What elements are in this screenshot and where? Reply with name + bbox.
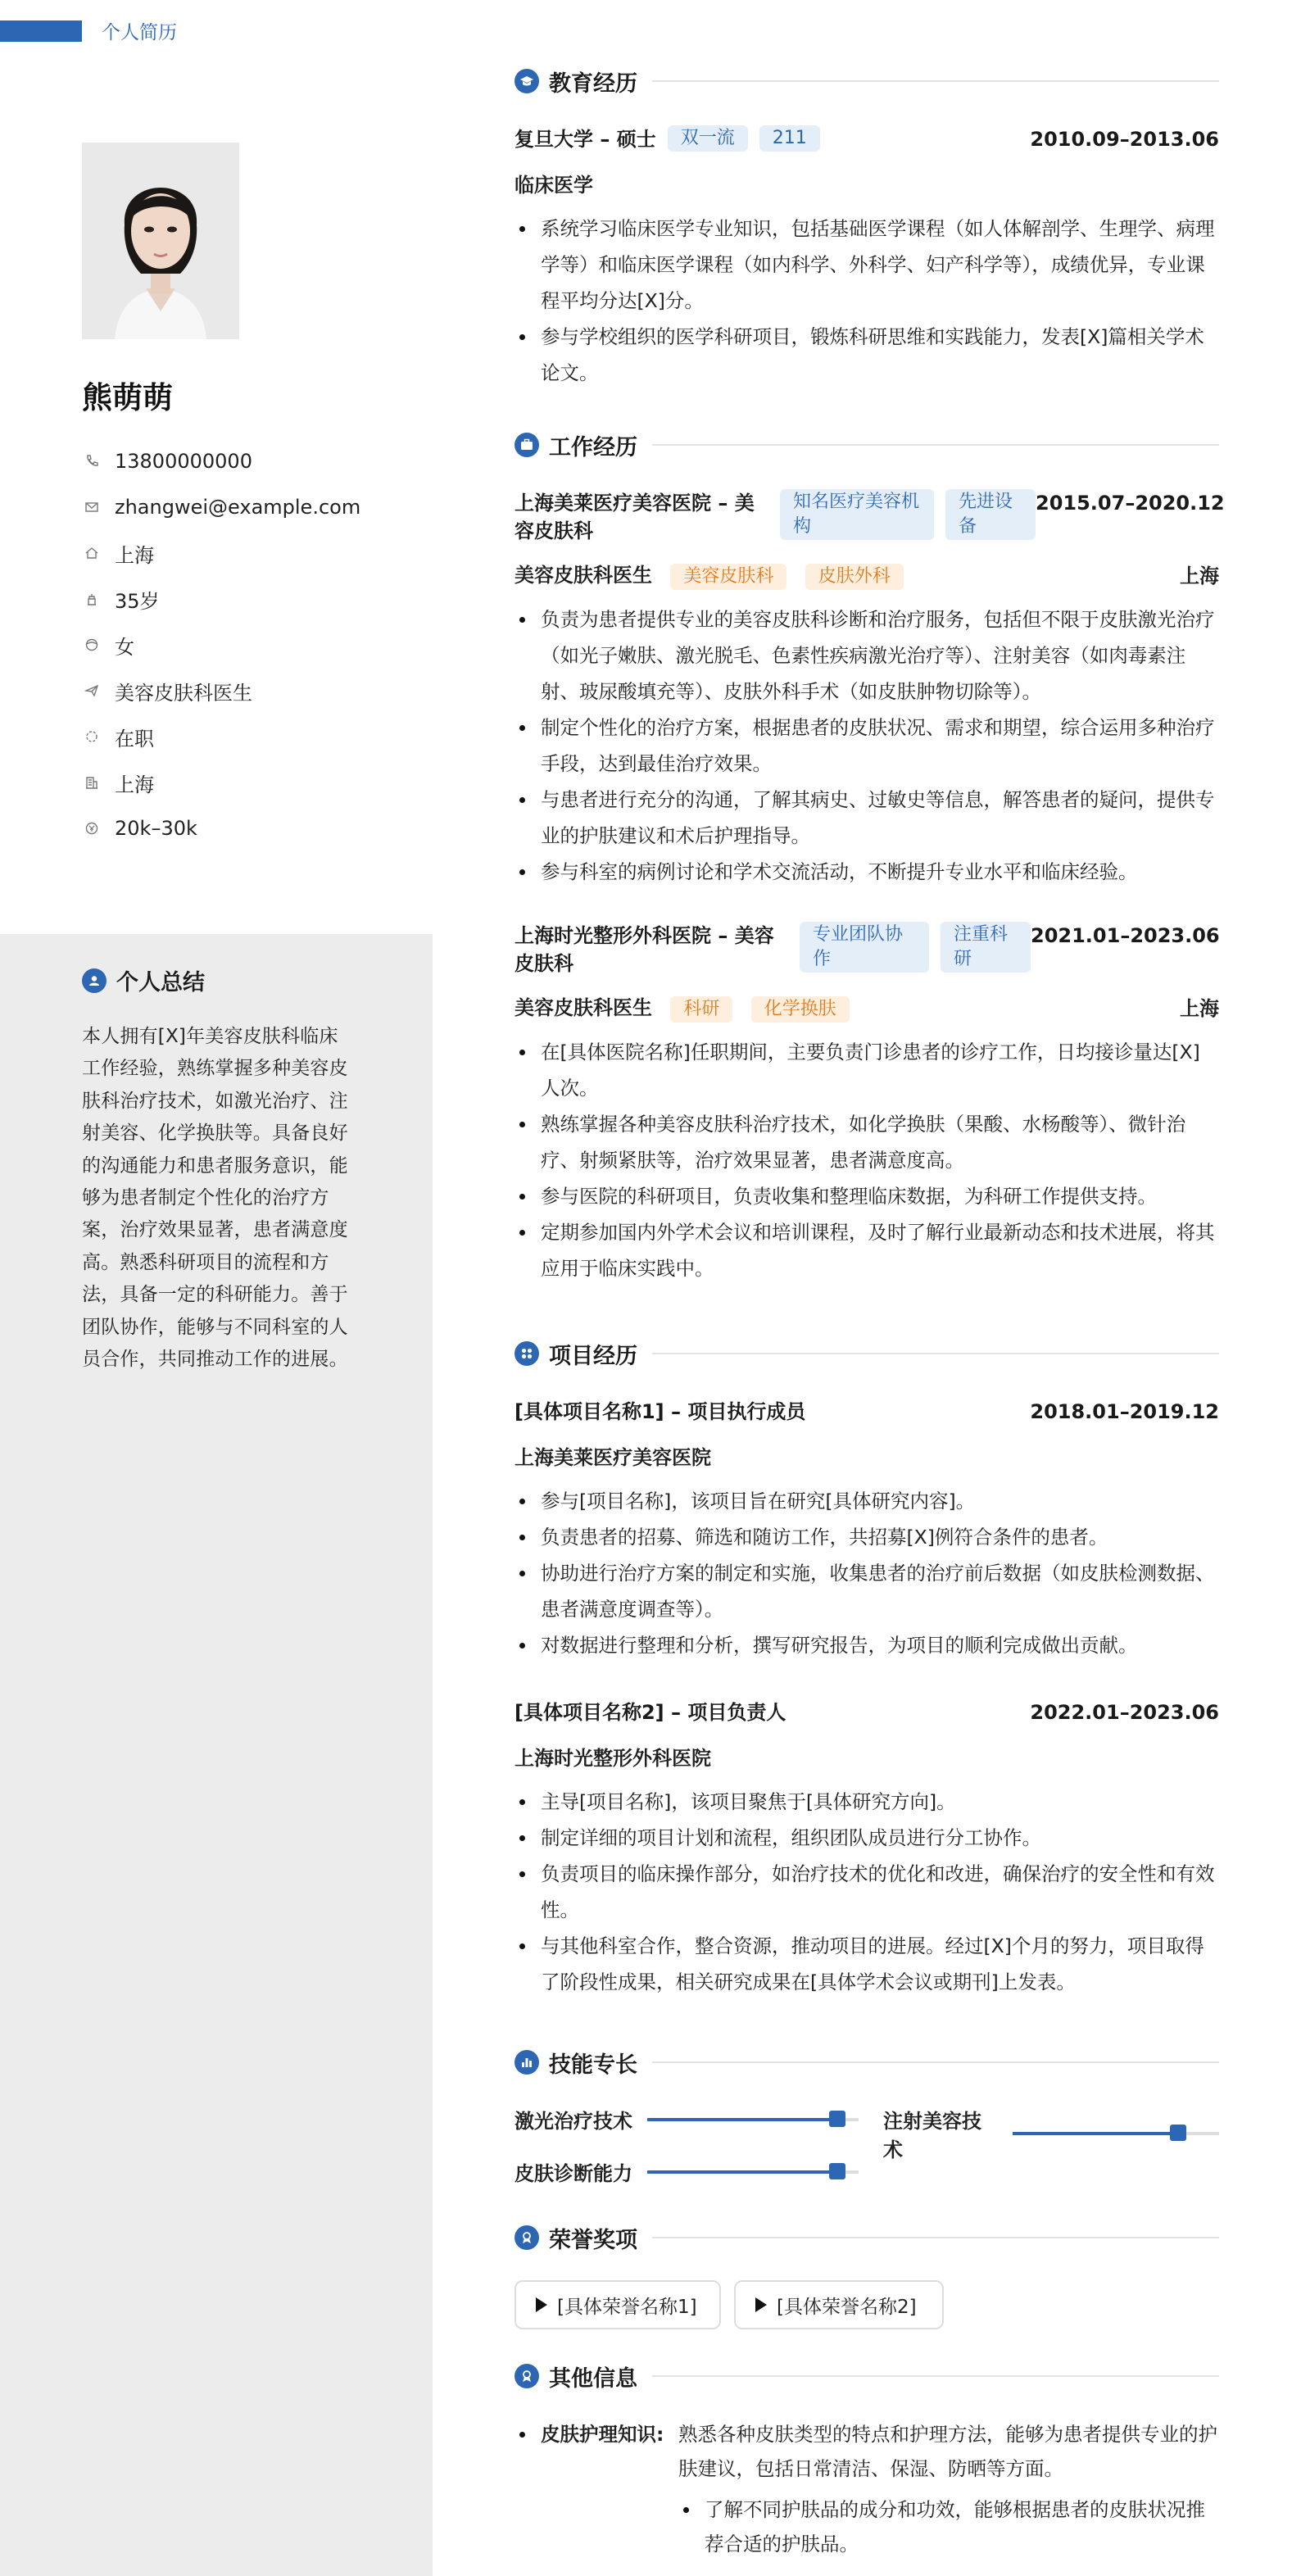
projects-title: 项目经历 [549,1343,637,1369]
list-item: 与其他科室合作，整合资源，推动项目的进展。经过[X]个月的努力，项目取得了阶段性成果，相关研究成果在[具体学术会议或期刊]上发表。 [515,1928,1219,2000]
work-bullets [515,1034,1219,1286]
skill-bar-knob [1170,2125,1186,2141]
list-item: 负责项目的临床操作部分，如治疗技术的优化和改进，确保治疗的安全性和有效性。 [515,1856,1219,1928]
bar-chart-icon [515,2050,539,2075]
section-divider [652,2061,1219,2063]
education-major-row [515,171,1219,199]
work-entry-1 [515,489,1225,890]
skill-bar-fill [647,2118,837,2121]
project-name: [具体项目名称2] – 项目负责人 [515,1701,786,1724]
info-text-position: 美容皮肤科医生 [115,681,252,705]
mail-icon [82,497,102,517]
work-city: 上海 [1180,996,1219,1020]
project-org: 上海时光整形外科医院 [515,1747,711,1770]
education-bullets [515,211,1219,391]
list-item: 负责为患者提供专业的美容皮肤科诊断和治疗服务，包括但不限于皮肤激光治疗（如光子嫩肤、激光脱毛、色素性疾病激光治疗等）、注射美容（如肉毒素注射、玻尿酸填充等）、皮肤外科手术（如皮肤肿物切除等）。 [515,601,1219,710]
section-other-heading [515,2360,1219,2392]
work-tag: 专业团队协作 [800,922,929,973]
education-entry [515,125,1219,391]
skill-name: 皮肤诊断能力 [515,2162,632,2185]
honor-chip[interactable] [734,2280,944,2329]
section-honors-heading [515,2221,1219,2254]
skill-bar-knob [829,2163,845,2179]
skill-name: 注射美容技术 [883,2110,981,2161]
list-item: 参与[项目名称]，该项目旨在研究[具体研究内容]。 [515,1483,1219,1519]
play-icon [536,2297,547,2312]
other-info [515,2417,1219,2561]
list-item: 制定个性化的治疗方案，根据患者的皮肤状况、需求和期望，综合运用多种治疗手段，达到最佳治疗效果。 [515,710,1219,782]
header-accent-strip [0,20,82,42]
project-date: 2022.01–2023.06 [1030,1701,1219,1724]
skill-bar [647,2170,859,2174]
skill-bar [647,2118,859,2121]
other-sub-text: 了解不同护肤品的成分和功效，能够根据患者的皮肤状况推荐合适的护肤品。 [705,2498,1205,2556]
list-item: 参与学校组织的医学科研项目，锻炼科研思维和实践能力，发表[X]篇相关学术论文。 [515,319,1219,391]
section-skills-heading [515,2046,1219,2079]
calendar-icon [82,589,102,609]
list-item: 与患者进行充分的沟通，了解其病史、过敏史等信息，解答患者的疑问，提供专业的护肤建议和术后护理指导。 [515,782,1219,854]
work-role: 美容皮肤科医生 [515,564,652,587]
skills-title: 技能专长 [549,2052,637,2078]
list-item: 在[具体医院名称]任职期间，主要负责门诊患者的诊疗工作，日均接诊量达[X]人次。 [515,1034,1219,1106]
project-org-row [515,1444,1219,1472]
work-role-row [515,994,1219,1023]
work-row [515,922,1219,977]
building-icon [82,773,102,792]
bullet-dot [519,2432,525,2438]
skill-name: 激光治疗技术 [515,2110,632,2133]
status-icon [82,727,102,746]
info-text-salary: 20k–30k [115,817,197,840]
honors-title: 荣誉奖项 [549,2227,637,2253]
project-org: 上海美莱医疗美容医院 [515,1446,711,1469]
project-entry-1 [515,1398,1219,1663]
section-divider [652,444,1219,446]
other-sub-item [678,2492,1219,2561]
send-icon [82,681,102,701]
work-title: 工作经历 [549,434,637,460]
education-school: 复旦大学 – 硕士 [515,128,656,151]
project-bullets [515,1483,1219,1663]
work-tag: 注重科研 [941,922,1031,973]
work-city: 上海 [1180,564,1219,587]
salary-icon [82,819,102,838]
section-projects-heading [515,1337,1219,1370]
work-row [515,489,1225,545]
briefcase-icon [515,433,539,457]
list-item: 主导[项目名称]，该项目聚焦于[具体研究方向]。 [515,1784,1219,1820]
skill-bar [1013,2132,1219,2135]
info-row-salary [82,805,426,851]
work-role-tag: 皮肤外科 [805,564,904,590]
list-item: 熟练掌握各种美容皮肤科治疗技术，如化学换肤（果酸、水杨酸等）、微针治疗、射频紧肤等，治疗效果显著，患者满意度高。 [515,1106,1219,1178]
work-company: 上海美莱医疗美容医院 – 美容皮肤科 [515,492,755,542]
honor-label: [具体荣誉名称1] [557,2296,697,2318]
info-text-status: 在职 [115,727,154,751]
info-row-phone [82,438,426,484]
section-divider [652,2237,1219,2238]
other-label: 皮肤护理知识: [541,2423,664,2446]
section-education-heading [515,65,1219,98]
work-date: 2021.01–2023.06 [1031,924,1220,947]
list-item: 系统学习临床医学专业知识，包括基础医学课程（如人体解剖学、生理学、病理学等）和临床医学课程（如内科学、外科学、妇产科学等），成绩优异，专业课程平均分达[X]分。 [515,211,1219,319]
list-item: 制定详细的项目计划和流程，组织团队成员进行分工协作。 [515,1820,1219,1856]
gender-icon [82,635,102,655]
work-role-tag: 科研 [670,996,732,1023]
info-row-email [82,484,426,530]
info-row-city [82,760,426,805]
info-icon [515,2364,539,2388]
list-item: 参与科室的病例讨论和学术交流活动，不断提升专业水平和临床经验。 [515,854,1219,890]
skill-item [515,2105,859,2134]
education-major: 临床医学 [515,174,593,197]
skill-bar-knob [829,2111,845,2127]
header-label: 个人简历 [102,22,177,43]
summary-title: 个人总结 [116,970,205,995]
grid-icon [515,1341,539,1366]
project-entry-2 [515,1698,1219,2000]
contact-info-list [82,438,426,851]
honor-chip[interactable] [515,2280,721,2329]
portrait-illustration [82,143,239,339]
resume-header [0,0,433,43]
work-role-tag: 化学换肤 [751,996,850,1023]
info-row-location [82,530,426,576]
skill-item [883,2105,1219,2162]
phone-icon [82,451,102,471]
section-divider [652,80,1219,82]
skill-item [515,2157,859,2186]
profile-name: 熊萌萌 [82,380,173,415]
work-tag: 知名医疗美容机构 [780,489,934,540]
other-text: 熟悉各种皮肤类型的特点和护理方法，能够为患者提供专业的护肤建议，包括日常清洁、保湿、防晒等方面。 [678,2423,1217,2480]
home-icon [82,543,102,563]
section-work-heading [515,429,1219,461]
work-date: 2015.07–2020.12 [1036,492,1225,515]
project-row [515,1698,1219,1726]
education-tag: 双一流 [668,125,748,152]
skill-bar-fill [647,2170,837,2174]
info-row-position [82,668,426,714]
education-row [515,125,1219,153]
info-row-age [82,576,426,622]
education-date: 2010.09–2013.06 [1030,128,1219,151]
list-item: 负责患者的招募、筛选和随访工作，共招募[X]例符合条件的患者。 [515,1519,1219,1555]
work-role-row [515,561,1219,590]
list-item: 协助进行治疗方案的制定和实施，收集患者的治疗前后数据（如皮肤检测数据、患者满意度调查等）。 [515,1555,1219,1627]
work-company: 上海时光整形外科医院 – 美容皮肤科 [515,924,774,975]
info-text-age: 35岁 [115,589,160,613]
bullet-dot [683,2507,689,2513]
info-row-gender [82,622,426,668]
play-icon [755,2297,767,2312]
award-icon [515,2225,539,2250]
work-tag: 先进设备 [945,489,1036,540]
project-org-row [515,1744,1219,1772]
skill-bar-fill [1013,2132,1178,2135]
education-tag: 211 [759,125,820,152]
list-item: 定期参加国内外学术会议和培训课程，及时了解行业最新动态和技术进展，将其应用于临床实践中。 [515,1214,1219,1286]
summary-heading [82,964,352,996]
project-row [515,1398,1219,1426]
other-item [515,2417,1219,2486]
section-divider [652,1353,1219,1354]
section-divider [652,2375,1219,2377]
other-title: 其他信息 [549,2365,637,2392]
info-text-phone: 13800000000 [115,450,252,473]
project-date: 2018.01–2019.12 [1030,1400,1219,1423]
project-name: [具体项目名称1] – 项目执行成员 [515,1400,806,1423]
work-bullets [515,601,1219,890]
info-text-city: 上海 [115,773,154,796]
info-text-email: zhangwei@example.com [115,496,361,519]
honor-label: [具体荣誉名称2] [777,2296,917,2318]
project-bullets [515,1784,1219,2000]
education-title: 教育经历 [549,70,637,97]
graduation-cap-icon [515,69,539,93]
list-item: 参与医院的科研项目，负责收集和整理临床数据，为科研工作提供支持。 [515,1178,1219,1214]
info-text-location: 上海 [115,543,154,567]
work-role: 美容皮肤科医生 [515,996,652,1019]
profile-photo [82,143,239,339]
work-role-tag: 美容皮肤科 [670,564,786,590]
info-row-status [82,714,426,760]
user-icon [82,968,107,993]
summary-text: 本人拥有[X]年美容皮肤科临床工作经验，熟练掌握多种美容皮肤科治疗技术，如激光治疗、注射美容、化学换肤等。具备良好的沟通能力和患者服务意识，能够为患者制定个性化的治疗方案，治疗效果显著，患者满意度高。熟悉科研项目的流程和方法，具备一定的科研能力。善于团队协作，能够与不同科室的人员合作，共同推动工作的进展。 [82,1026,348,1371]
info-text-gender: 女 [115,635,134,659]
list-item: 对数据进行整理和分析，撰写研究报告，为项目的顺利完成做出贡献。 [515,1627,1219,1663]
work-entry-2 [515,922,1219,1286]
